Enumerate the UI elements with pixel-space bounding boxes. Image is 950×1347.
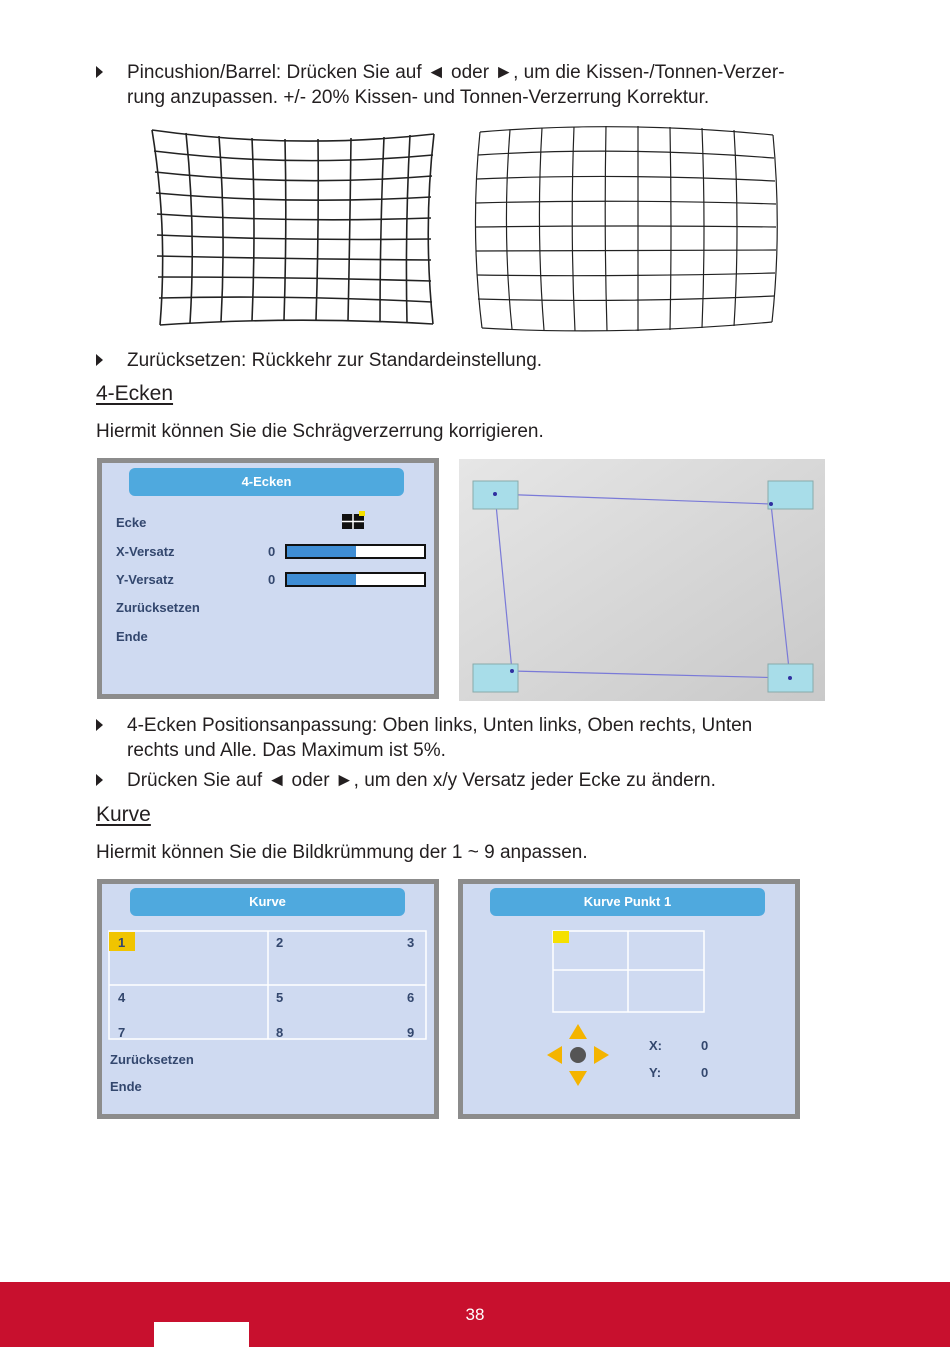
footer-tab <box>154 1322 249 1347</box>
direction-pad[interactable] <box>545 1022 611 1088</box>
menu-item-zuruecksetzen[interactable]: Zurücksetzen <box>110 1052 194 1067</box>
x-versatz-value: 0 <box>268 544 276 559</box>
slider-fill <box>287 574 356 585</box>
arrow-left-icon[interactable] <box>547 1046 562 1064</box>
slider-fill <box>287 546 356 557</box>
x-versatz-slider[interactable] <box>285 544 426 559</box>
point-2[interactable]: 2 <box>276 935 284 950</box>
center-dot-icon <box>570 1047 586 1063</box>
bullet-arrow-icon <box>96 354 103 366</box>
osd-title: 4-Ecken <box>129 468 404 496</box>
arrow-down-icon[interactable] <box>569 1071 587 1086</box>
menu-item-y-versatz[interactable]: Y-Versatz <box>116 572 174 587</box>
menu-item-ende[interactable]: Ende <box>110 1079 142 1094</box>
menu-item-zuruecksetzen[interactable]: Zurücksetzen <box>116 600 200 615</box>
page-number: 38 <box>465 1305 485 1324</box>
y-label: Y: <box>649 1065 662 1080</box>
point-5[interactable]: 5 <box>276 990 284 1005</box>
osd-kurve-menu <box>97 879 439 1119</box>
point-1[interactable]: 1 <box>118 935 126 950</box>
pincushion-grid-image <box>148 124 438 334</box>
corner-grid-icon <box>340 510 366 530</box>
arrow-up-icon[interactable] <box>569 1024 587 1039</box>
x-label: X: <box>649 1038 662 1053</box>
point-3[interactable]: 3 <box>407 935 415 950</box>
curve-subgrid <box>552 930 706 1014</box>
osd-title: Kurve <box>130 888 405 916</box>
barrel-grid-image <box>470 122 780 336</box>
description-4ecken: Hiermit können Sie die Schrägverzerrung korrigieren. <box>96 421 544 442</box>
bullet-arrow-icon <box>96 719 103 731</box>
arrow-right-icon[interactable] <box>594 1046 609 1064</box>
point-7[interactable]: 7 <box>118 1025 126 1040</box>
description-kurve: Hiermit können Sie die Bildkrümmung der 1 ~ 9 anpassen. <box>96 842 588 863</box>
menu-item-ecke[interactable]: Ecke <box>116 515 147 530</box>
point-9[interactable]: 9 <box>407 1025 415 1040</box>
heading-kurve: Kurve <box>96 803 151 826</box>
bullet-arrow-icon <box>96 66 103 78</box>
point-6[interactable]: 6 <box>407 990 415 1005</box>
osd-4ecken-menu <box>97 458 439 699</box>
y-versatz-value: 0 <box>268 572 276 587</box>
x-value: 0 <box>701 1038 709 1053</box>
y-versatz-slider[interactable] <box>285 572 426 587</box>
bullet-arrow-icon <box>96 774 103 786</box>
osd-kurve-punkt-menu <box>458 879 800 1119</box>
menu-item-ende[interactable]: Ende <box>116 629 148 644</box>
kurve-point-grid <box>108 930 428 1042</box>
heading-4ecken: 4-Ecken <box>96 382 174 405</box>
four-corner-illustration <box>459 459 825 701</box>
point-4[interactable]: 4 <box>118 990 126 1005</box>
y-value: 0 <box>701 1065 709 1080</box>
osd-title: Kurve Punkt 1 <box>490 888 765 916</box>
menu-item-x-versatz[interactable]: X-Versatz <box>116 544 175 559</box>
point-8[interactable]: 8 <box>276 1025 284 1040</box>
